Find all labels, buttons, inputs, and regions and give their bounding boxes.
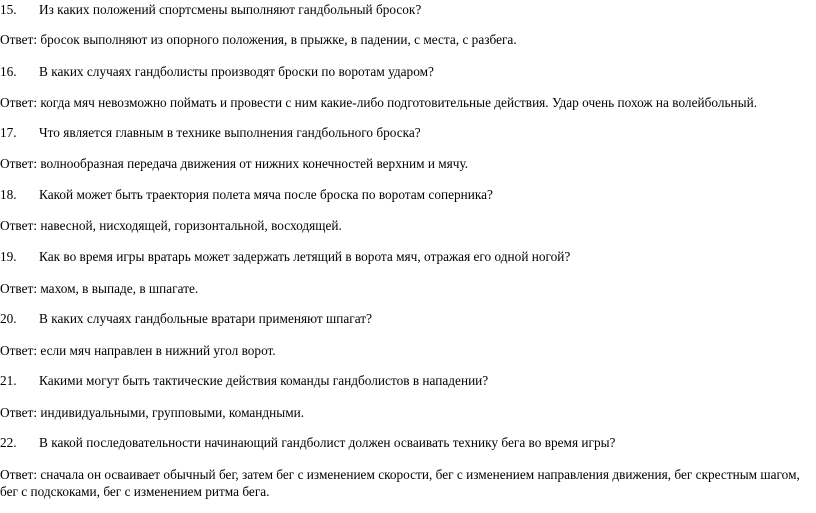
question-20 — [0, 311, 372, 327]
question-text: Что является главным в технике выполнения гандбольного броска? — [39, 125, 421, 140]
answer-16: Ответ: когда мяч невозможно поймать и провести с ним какие-либо подготовительные действия. Удар очень похож на волейбольный. — [0, 95, 758, 110]
question-21 — [0, 373, 488, 389]
question-15 — [0, 2, 421, 18]
question-number: 18. — [0, 187, 17, 202]
question-number: 19. — [0, 249, 17, 264]
question-19 — [0, 249, 570, 265]
answer-22: Ответ: сначала он осваивает обычный бег, затем бег с изменением скорости, бег с изменением направления движения, бег скрестным шагом, бег с подскоками, бег с изменением ритма бега. — [0, 467, 800, 499]
question-number: 16. — [0, 64, 17, 79]
question-text: Из каких положений спортсмены выполняют гандбольный бросок? — [39, 2, 422, 17]
answer-17: Ответ: волнообразная передача движения от нижних конечностей верхним и мячу. — [0, 156, 469, 171]
question-number: 15. — [0, 2, 17, 17]
question-number: 22. — [0, 435, 17, 450]
question-text: В каких случаях гандбольные вратари применяют шпагат? — [39, 311, 372, 326]
answer-20: Ответ: если мяч направлен в нижний угол ворот. — [0, 343, 276, 358]
answer-19: Ответ: махом, в выпаде, в шпагате. — [0, 281, 199, 296]
question-number: 20. — [0, 311, 17, 326]
question-text: В каких случаях гандболисты производят броски по воротам ударом? — [39, 64, 434, 79]
question-text: Какой может быть траектория полета мяча после броска по воротам соперника? — [39, 187, 493, 202]
question-22 — [0, 435, 615, 451]
question-text: Как во время игры вратарь может задержать летящий в ворота мяч, отражая его одной ногой? — [39, 249, 571, 264]
question-17 — [0, 125, 421, 141]
answer-15: Ответ: бросок выполняют из опорного положения, в прыжке, в падении, с места, с разбега. — [0, 32, 517, 47]
question-16 — [0, 64, 434, 80]
answer-18: Ответ: навесной, нисходящей, горизонтальной, восходящей. — [0, 218, 342, 233]
question-text: Какими могут быть тактические действия команды гандболистов в нападении? — [39, 373, 489, 388]
question-number: 21. — [0, 373, 17, 388]
question-text: В какой последовательности начинающий гандболист должен осваивать технику бега во время игры? — [39, 435, 616, 450]
question-number: 17. — [0, 125, 17, 140]
question-18 — [0, 187, 493, 203]
answer-21: Ответ: индивидуальными, групповыми, командными. — [0, 405, 305, 420]
